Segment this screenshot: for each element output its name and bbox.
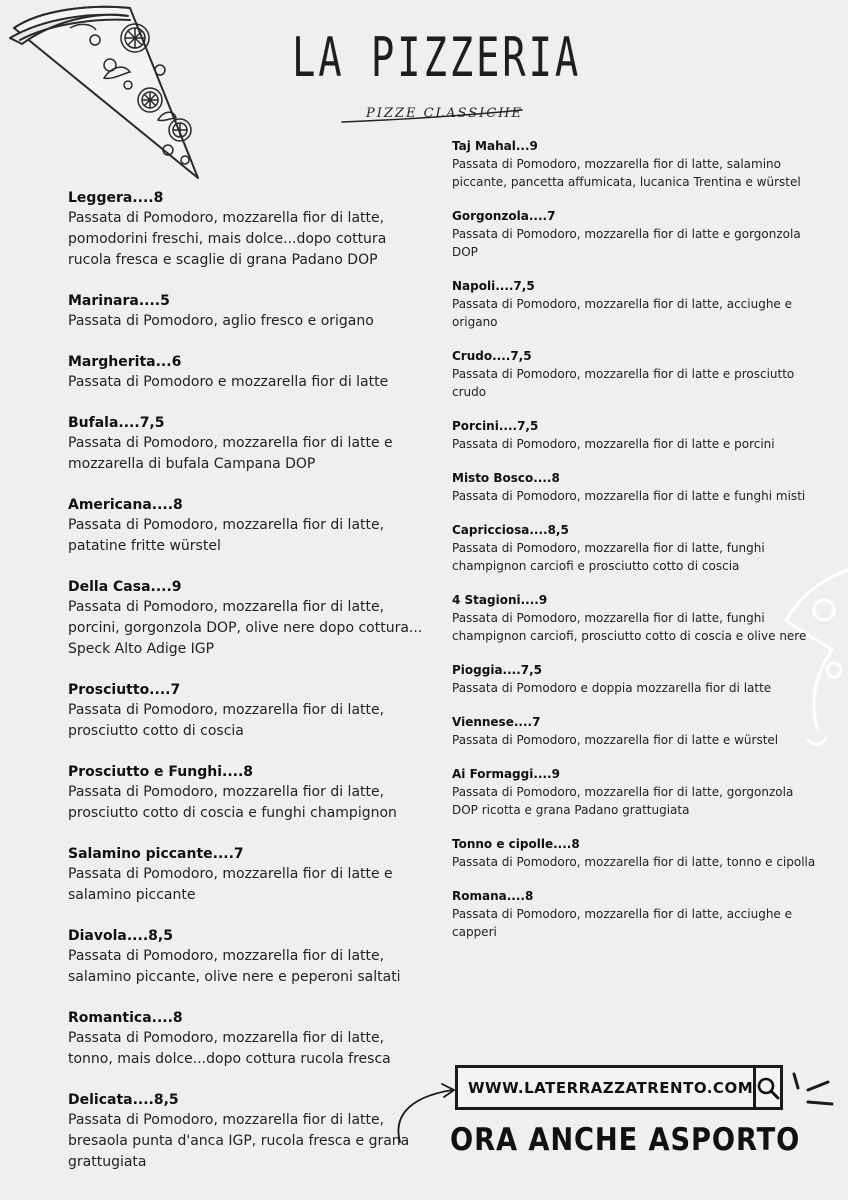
menu-item: [452, 207, 817, 261]
website-search-bar[interactable]: [455, 1065, 783, 1110]
menu-item-description: Passata di Pomodoro, mozzarella fior di latte e prosciutto crudo: [452, 367, 795, 399]
menu-item: [452, 835, 817, 871]
menu-item: [452, 591, 817, 645]
menu-item-description: Passata di Pomodoro, mozzarella fior di latte, tonno e cipolla: [452, 855, 816, 869]
menu-item: [452, 277, 817, 331]
menu-item-name: Prosciutto e Funghi....8: [68, 764, 254, 780]
menu-item-description: Passata di Pomodoro, aglio fresco e origano: [68, 313, 374, 329]
search-button[interactable]: [753, 1068, 780, 1107]
menu-item-description: Passata di Pomodoro, mozzarella fior di latte, patatine fritte würstel: [68, 517, 385, 554]
menu-item: [68, 844, 433, 906]
menu-item-description: Passata di Pomodoro, mozzarella fior di latte, bresaola punta d'anca IGP, rucola fresca e grana grattugiata: [68, 1112, 410, 1170]
menu-item-description: Passata di Pomodoro, mozzarella fior di latte e würstel: [452, 733, 779, 747]
menu-item-description: Passata di Pomodoro, mozzarella fior di latte, tonno, mais dolce...dopo cottura rucola fresca: [68, 1030, 391, 1067]
menu-item-name: Marinara....5: [68, 293, 170, 309]
search-icon: [756, 1076, 780, 1100]
menu-item-description: Passata di Pomodoro, mozzarella fior di latte, pomodorini freschi, mais dolce...dopo cottura rucola fresca e scaglie di grana Padano DOP: [68, 210, 387, 268]
menu-item-name: Della Casa....9: [68, 579, 182, 595]
menu-item-description: Passata di Pomodoro, mozzarella fior di latte, acciughe e origano: [452, 297, 793, 329]
menu-item: [68, 762, 433, 824]
menu-item-name: Porcini....7,5: [452, 419, 539, 433]
menu-item: [68, 188, 433, 271]
menu-item: [68, 413, 433, 475]
menu-item-name: Napoli....7,5: [452, 279, 535, 293]
menu-column-left: [68, 188, 433, 1193]
menu-item-description: Passata di Pomodoro e mozzarella fior di latte: [68, 374, 389, 390]
menu-item: [68, 495, 433, 557]
menu-item-description: Passata di Pomodoro, mozzarella fior di latte, gorgonzola DOP ricotta e grana Padano grattugiata: [452, 785, 794, 817]
menu-item: [452, 661, 817, 697]
menu-item-name: Tonno e cipolle....8: [452, 837, 580, 851]
menu-item-description: Passata di Pomodoro e doppia mozzarella fior di latte: [452, 681, 772, 695]
menu-item-name: Ai Formaggi....9: [452, 767, 560, 781]
menu-item-name: Taj Mahal...9: [452, 139, 538, 153]
menu-item-name: Salamino piccante....7: [68, 846, 244, 862]
menu-item-description: Passata di Pomodoro, mozzarella fior di latte e porcini: [452, 437, 775, 451]
menu-item-description: Passata di Pomodoro, mozzarella fior di latte, funghi champignon carciofi, prosciutto cotto di coscia e olive nere: [452, 611, 807, 643]
menu-item-name: Bufala....7,5: [68, 415, 165, 431]
menu-item-name: Pioggia....7,5: [452, 663, 543, 677]
menu-item: [68, 577, 433, 660]
menu-item-name: Capricciosa....8,5: [452, 523, 569, 537]
menu-item-description: Passata di Pomodoro, mozzarella fior di latte, prosciutto cotto di coscia e funghi champignon: [68, 784, 397, 821]
emphasis-rays-decoration: [788, 1070, 836, 1120]
menu-item-description: Passata di Pomodoro, mozzarella fior di latte e salamino piccante: [68, 866, 393, 903]
menu-item: [68, 1090, 433, 1173]
page-subtitle: PIZZE CLASSICHE: [366, 106, 524, 121]
menu-item-description: Passata di Pomodoro, mozzarella fior di latte, prosciutto cotto di coscia: [68, 702, 385, 739]
menu-item: [68, 680, 433, 742]
menu-column-right: [452, 137, 817, 957]
menu-item-name: Delicata....8,5: [68, 1092, 179, 1108]
menu-item-description: Passata di Pomodoro, mozzarella fior di latte e funghi misti: [452, 489, 806, 503]
menu-item-name: Americana....8: [68, 497, 183, 513]
menu-item: [452, 521, 817, 575]
menu-item-name: Prosciutto....7: [68, 682, 181, 698]
menu-item-description: Passata di Pomodoro, mozzarella fior di latte, salamino piccante, pancetta affumicata, lucanica Trentina e würstel: [452, 157, 801, 189]
menu-item: [452, 137, 817, 191]
menu-item: [68, 352, 433, 393]
menu-item-name: Misto Bosco....8: [452, 471, 560, 485]
menu-item: [452, 469, 817, 505]
menu-item-description: Passata di Pomodoro, mozzarella fior di latte, acciughe e capperi: [452, 907, 793, 939]
menu-item-name: Crudo....7,5: [452, 349, 532, 363]
menu-item-description: Passata di Pomodoro, mozzarella fior di latte, porcini, gorgonzola DOP, olive nere dopo cottura... Speck Alto Adige IGP: [68, 599, 423, 657]
menu-item-name: Viennese....7: [452, 715, 541, 729]
menu-item-name: Margherita...6: [68, 354, 182, 370]
menu-item: [452, 765, 817, 819]
menu-item-name: 4 Stagioni....9: [452, 593, 548, 607]
page-title: LA PIZZERIA: [292, 26, 582, 89]
menu-item: [452, 417, 817, 453]
menu-item-description: Passata di Pomodoro, mozzarella fior di latte, salamino piccante, olive nere e peperoni saltati: [68, 948, 401, 985]
menu-item-name: Leggera....8: [68, 190, 164, 206]
menu-item: [452, 347, 817, 401]
pizza-slice-illustration: [0, 0, 205, 190]
menu-item-description: Passata di Pomodoro, mozzarella fior di latte e gorgonzola DOP: [452, 227, 801, 259]
menu-item-name: Romana....8: [452, 889, 534, 903]
menu-item-name: Diavola....8,5: [68, 928, 173, 944]
menu-item: [452, 713, 817, 749]
menu-item: [68, 1008, 433, 1070]
menu-item-description: Passata di Pomodoro, mozzarella fior di latte e mozzarella di bufala Campana DOP: [68, 435, 393, 472]
menu-item: [452, 887, 817, 941]
menu-item-name: Gorgonzola....7: [452, 209, 556, 223]
takeaway-banner: ORA ANCHE ASPORTO: [450, 1122, 801, 1158]
menu-item-description: Passata di Pomodoro, mozzarella fior di latte, funghi champignon carciofi e prosciutto cotto di coscia: [452, 541, 765, 573]
menu-item: [68, 291, 433, 332]
menu-item: [68, 926, 433, 988]
menu-item-name: Romantica....8: [68, 1010, 183, 1026]
website-url[interactable]: WWW.LATERRAZZATRENTO.COM: [468, 1078, 754, 1097]
